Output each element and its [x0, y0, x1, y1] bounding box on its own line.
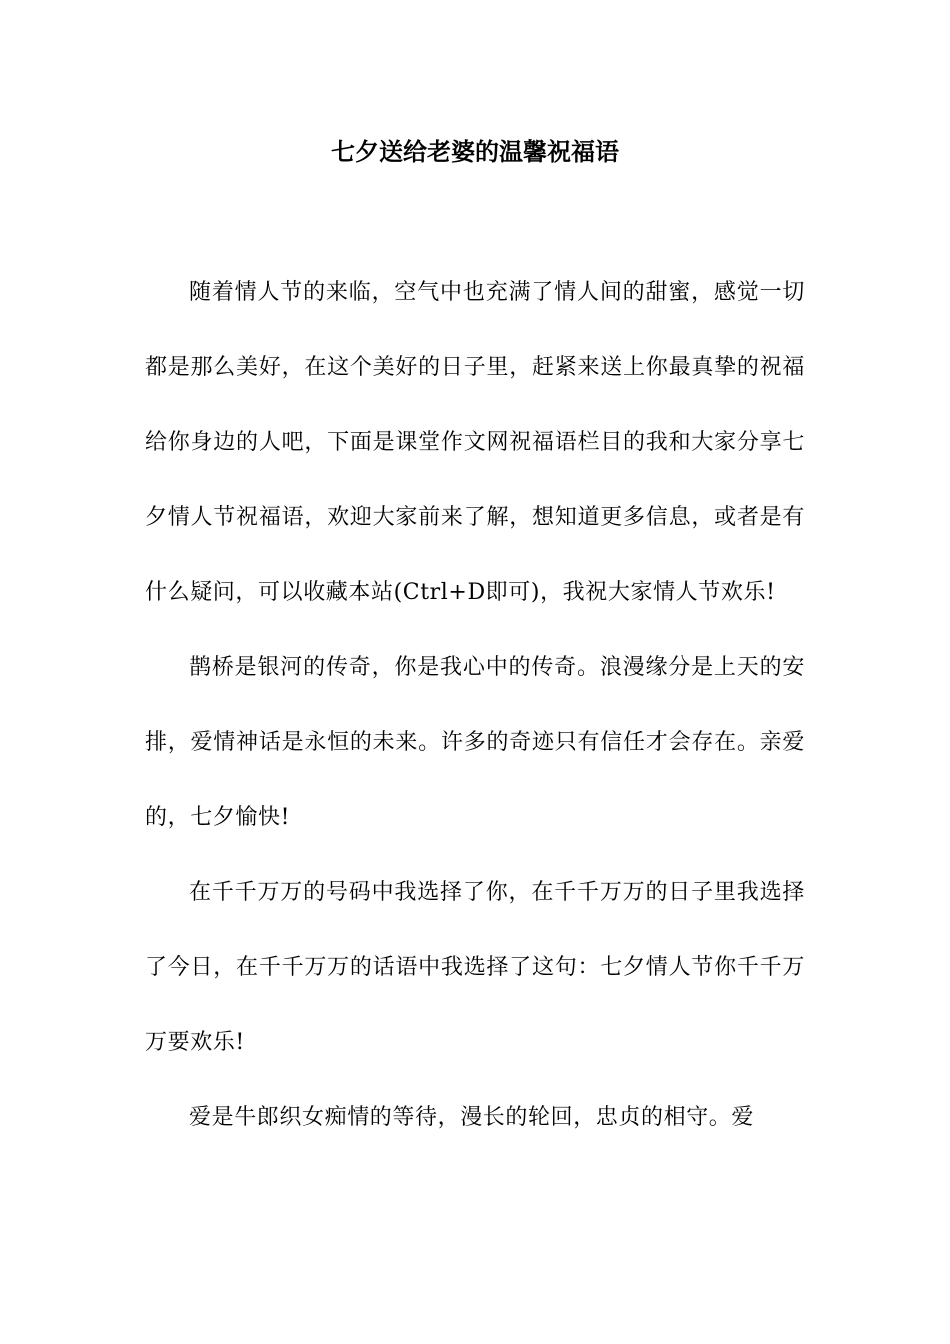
- paragraph-intro: 随着情人节的来临，空气中也充满了情人间的甜蜜，感觉一切都是那么美好，在这个美好的日子里，赶紧来送上你最真挚的祝福给你身边的人吧，下面是课堂作文网祝福语栏目的我和大家分享七夕情人节祝福语，欢迎大家前来了解，想知道更多信息，或者是有什么疑问，可以收藏本站(Ctrl+D即可)，我祝大家情人节欢乐!: [145, 280, 805, 605]
- paragraph-thousands: 在千千万万的号码中我选择了你，在千千万万的日子里我选择了今日，在千千万万的话语中我选择了这句：七夕情人节你千千万万要欢乐!: [145, 880, 805, 1055]
- paragraph-magpie-bridge: 鹊桥是银河的传奇，你是我心中的传奇。浪漫缘分是上天的安排，爱情神话是永恒的未来。许多的奇迹只有信任才会存在。亲爱的，七夕愉快!: [145, 655, 805, 830]
- document-title: 七夕送给老婆的温馨祝福语: [331, 137, 619, 166]
- paragraph-cowherd-weaver: 爱是牛郎织女痴情的等待，漫长的轮回，忠贞的相守。爱: [189, 1105, 755, 1130]
- document-body: [145, 255, 805, 1155]
